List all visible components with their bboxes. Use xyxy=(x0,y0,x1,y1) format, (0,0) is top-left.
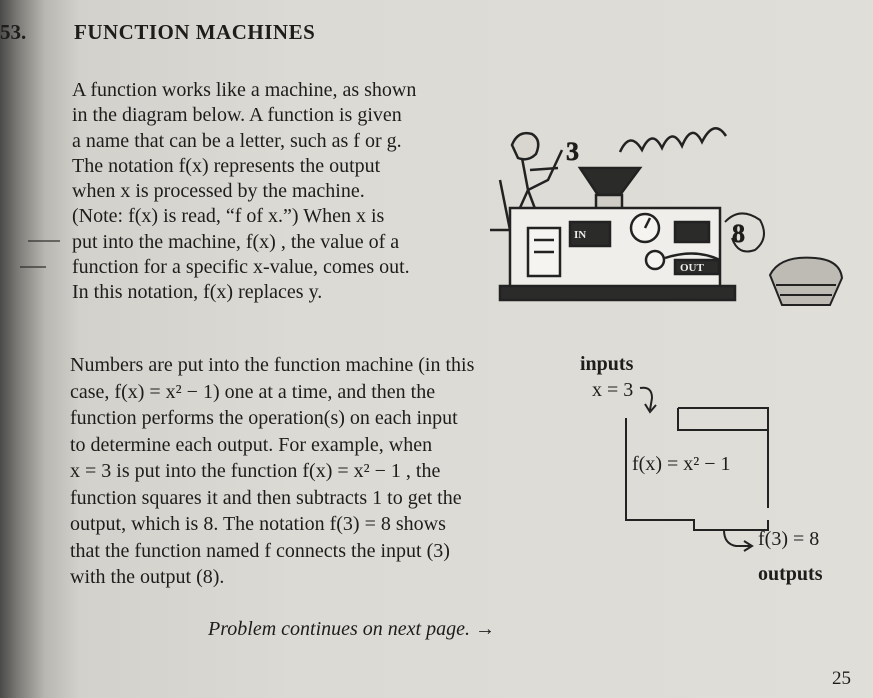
text-line: with the output (8). xyxy=(70,566,225,588)
text-line: The notation f(x) represents the output xyxy=(72,154,381,177)
machine-rule: f(x) = x² − 1 xyxy=(632,453,731,475)
text-line: to determine each output. For example, when xyxy=(70,433,433,456)
text-line: in the diagram below. A function is given xyxy=(72,104,402,127)
output-value: f(3) = 8 xyxy=(758,528,820,550)
text-line: x = 3 is put into the function f(x) = x² − 1 , the xyxy=(70,460,441,482)
continue-note: Problem continues on next page. → xyxy=(208,618,495,640)
text-line: function performs the operation(s) on each input xyxy=(70,407,458,429)
text-line: case, f(x) = x² − 1) one at a time, and then the xyxy=(70,380,436,403)
output-number: 8 xyxy=(732,219,745,248)
text-line: (Note: f(x) is read, “f of x.”) When x is xyxy=(72,205,385,228)
machine-body xyxy=(500,208,735,300)
steam-squiggle xyxy=(620,128,726,152)
input-number: 3 xyxy=(566,137,579,166)
text-line: function for a specific x-value, comes out. xyxy=(72,256,410,279)
hopper xyxy=(580,168,640,209)
in-label: IN xyxy=(574,229,587,241)
text-line: that the function named f connects the input (3) xyxy=(70,539,450,562)
text-line: function squares it and then subtracts 1 to get the xyxy=(70,486,462,509)
text-line: output, which is 8. The notation f(3) = 8 shows xyxy=(70,513,446,535)
inputs-label: inputs xyxy=(580,353,634,375)
outputs-label: outputs xyxy=(758,563,823,585)
text-line: Numbers are put into the function machine (in this xyxy=(70,354,475,376)
out-label: OUT xyxy=(680,262,704,274)
text-line: when x is processed by the machine. xyxy=(72,180,365,203)
text-line: A function works like a machine, as shown xyxy=(72,79,417,101)
output-arrow xyxy=(724,530,750,546)
text-line: In this notation, f(x) replaces y. xyxy=(72,281,323,304)
margin-mark xyxy=(20,266,46,268)
page-title: FUNCTION MACHINES xyxy=(74,20,316,44)
basket xyxy=(770,258,842,305)
text-line: a name that can be a letter, such as f or g. xyxy=(72,129,402,152)
text-line: put into the machine, f(x) , the value of a xyxy=(72,230,400,253)
function-machine-illustration xyxy=(470,110,850,325)
problem-number: 53. xyxy=(0,20,27,44)
margin-mark xyxy=(28,240,60,242)
example-paragraph xyxy=(70,352,474,591)
intro-paragraph xyxy=(72,78,416,306)
input-value: x = 3 xyxy=(592,379,634,401)
page-number: 25 xyxy=(832,668,851,689)
